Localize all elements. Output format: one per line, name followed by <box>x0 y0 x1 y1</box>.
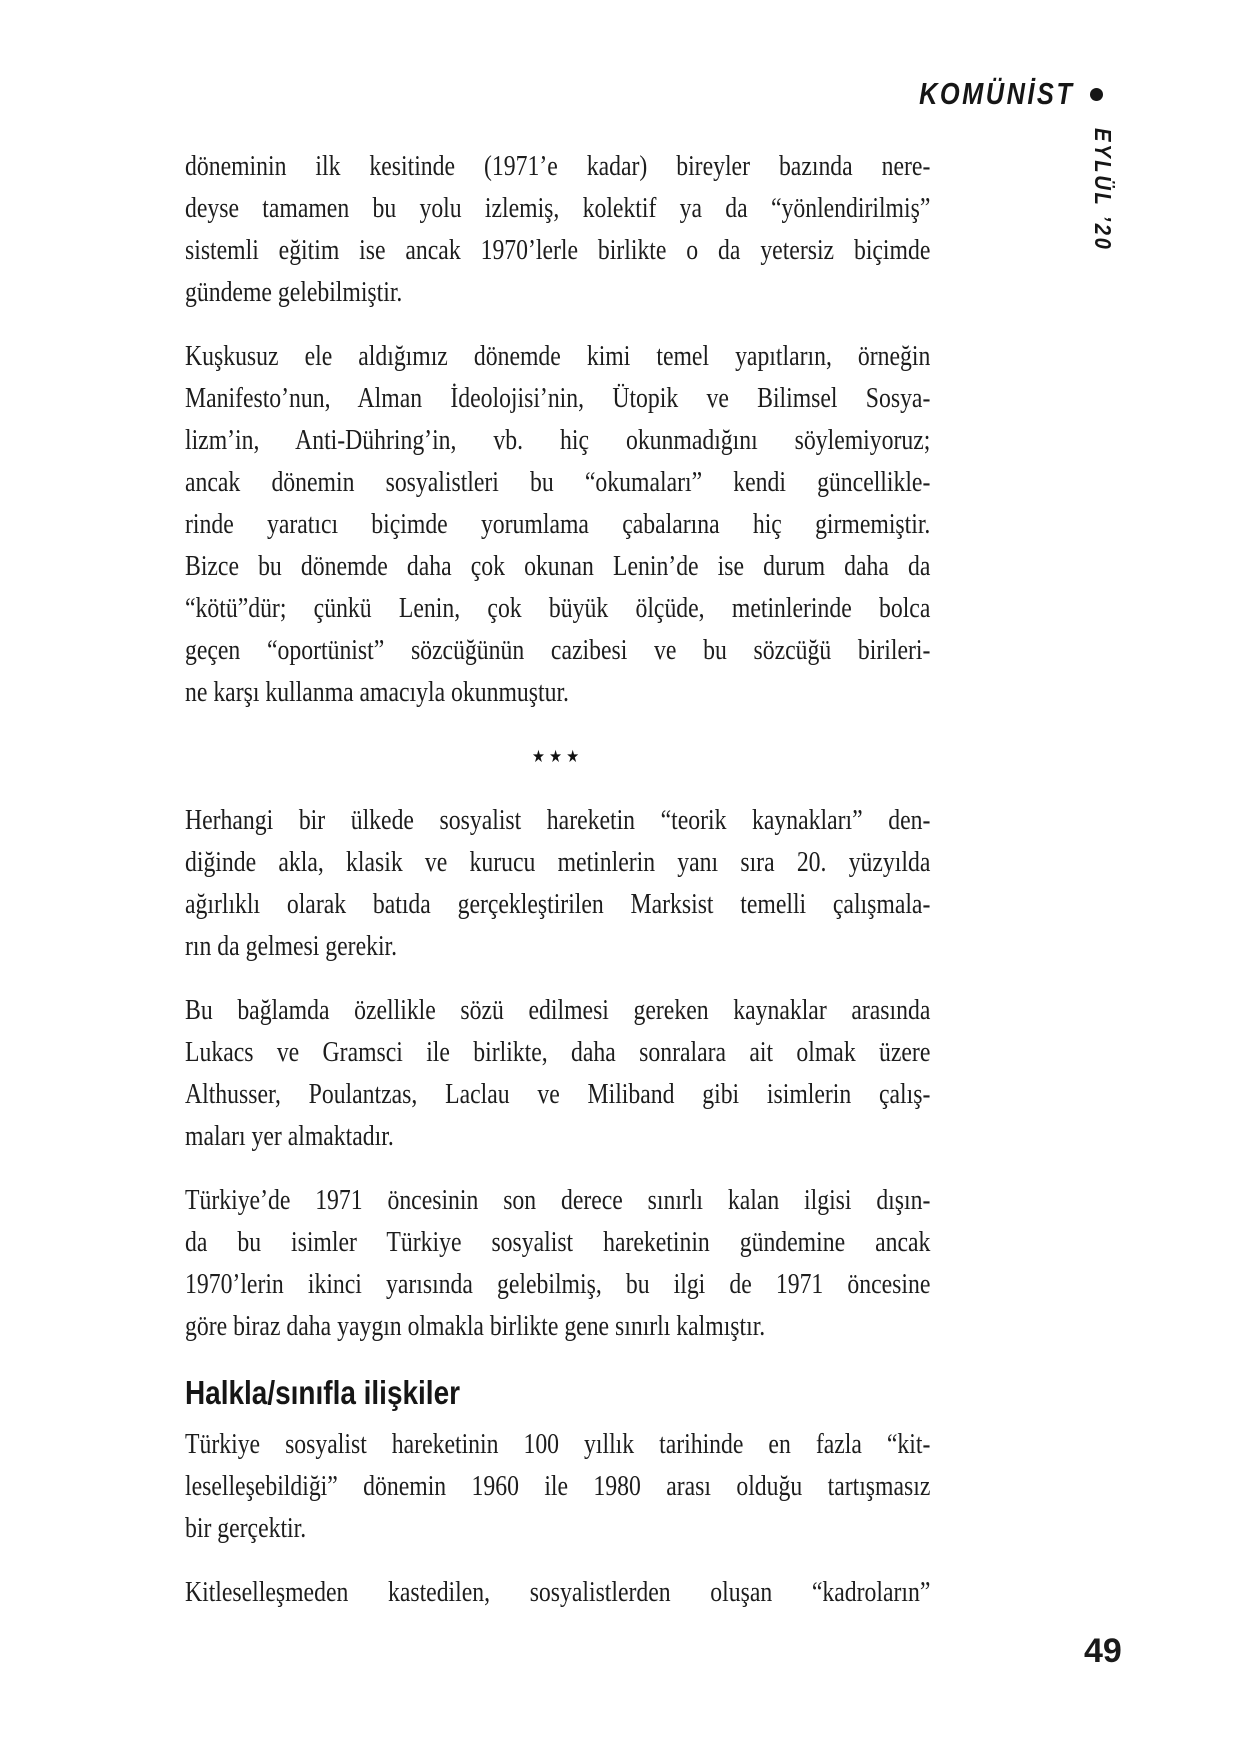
stars-separator: ★★★ <box>531 747 584 766</box>
text-line: gündeme gelebilmiştir. <box>185 277 403 308</box>
text-line: Türkiye’de 1971 öncesinin son derece sınırlı kalan ilgisi dışın- <box>185 1185 931 1216</box>
magazine-title: KOMÜNİST <box>918 76 1074 111</box>
text-line: da bu isimler Türkiye sosyalist hareketinin gündemine ancak <box>185 1227 931 1258</box>
paragraph <box>185 146 930 314</box>
text-line: Bu bağlamda özellikle sözü edilmesi gereken kaynaklar arasında <box>185 995 931 1026</box>
body-text-column <box>185 146 930 1636</box>
text-line: Kuşkusuz ele aldığımız dönemde kimi temel yapıtların, örneğin <box>185 341 931 372</box>
text-line: rın da gelmesi gerekir. <box>185 931 398 962</box>
paragraph <box>185 990 930 1158</box>
paragraph <box>185 1572 930 1614</box>
text-line: diğinde akla, klasik ve kurucu metinlerin yanı sıra 20. yüzyılda <box>185 847 931 878</box>
text-line: “kötü”dür; çünkü Lenin, çok büyük ölçüde, metinlerinde bolca <box>185 593 931 624</box>
text-line: sistemli eğitim ise ancak 1970’lerle birlikte o da yetersiz biçimde <box>185 235 931 266</box>
text-line: bir gerçektir. <box>185 1513 307 1544</box>
text-line: Kitleselleşmeden kastedilen, sosyalistlerden oluşan “kadroların” <box>185 1577 931 1608</box>
paragraph <box>185 336 930 714</box>
text-line: ne karşı kullanma amacıyla okunmuştur. <box>185 677 569 708</box>
text-line: ağırlıklı olarak batıda gerçekleştirilen Marksist temelli çalışmala- <box>185 889 931 920</box>
paragraph <box>185 800 930 968</box>
text-line: Bizce bu dönemde daha çok okunan Lenin’de ise durum daha da <box>185 551 931 582</box>
text-line: leselleşebildiği” dönemin 1960 ile 1980 arası olduğu tartışmasız <box>185 1471 931 1502</box>
text-line: rinde yaratıcı biçimde yorumlama çabalarına hiç girmemiştir. <box>185 509 931 540</box>
text-line: Manifesto’nun, Alman İdeolojisi’nin, Ütopik ve Bilimsel Sosya- <box>185 383 931 414</box>
paragraph <box>185 1424 930 1550</box>
text-line: Türkiye sosyalist hareketinin 100 yıllık tarihinde en fazla “kit- <box>185 1429 931 1460</box>
section-heading: Halkla/sınıfla ilişkiler <box>185 1374 460 1411</box>
text-line: geçen “oportünist” sözcüğünün cazibesi ve bu sözcüğü birileri- <box>185 635 931 666</box>
text-line: lizm’in, Anti-Dühring’in, vb. hiç okunmadığını söylemiyoruz; <box>185 425 931 456</box>
text-line: 1970’lerin ikinci yarısında gelebilmiş, bu ilgi de 1971 öncesine <box>185 1269 931 1300</box>
text-line: döneminin ilk kesitinde (1971’e kadar) bireyler bazında nere- <box>185 151 931 182</box>
text-line: maları yer almaktadır. <box>185 1121 394 1152</box>
text-line: Althusser, Poulantzas, Laclau ve Miliband gibi isimlerin çalış- <box>185 1079 931 1110</box>
text-line: deyse tamamen bu yolu izlemiş, kolektif ya da “yönlendirilmiş” <box>185 193 931 224</box>
text-line: ancak dönemin sosyalistleri bu “okumaları” kendi güncellikle- <box>185 467 931 498</box>
bullet-dot-icon <box>1090 88 1103 101</box>
page-number: 49 <box>1084 1632 1122 1670</box>
running-header <box>885 76 1103 112</box>
paragraph <box>185 1180 930 1348</box>
text-line: göre biraz daha yaygın olmakla birlikte gene sınırlı kalmıştır. <box>185 1311 766 1342</box>
issue-date-vertical: EYLÜL ’20 <box>1090 128 1116 252</box>
text-line: Herhangi bir ülkede sosyalist hareketin “teorik kaynakları” den- <box>185 805 931 836</box>
text-line: Lukacs ve Gramsci ile birlikte, daha sonralara ait olmak üzere <box>185 1037 931 1068</box>
